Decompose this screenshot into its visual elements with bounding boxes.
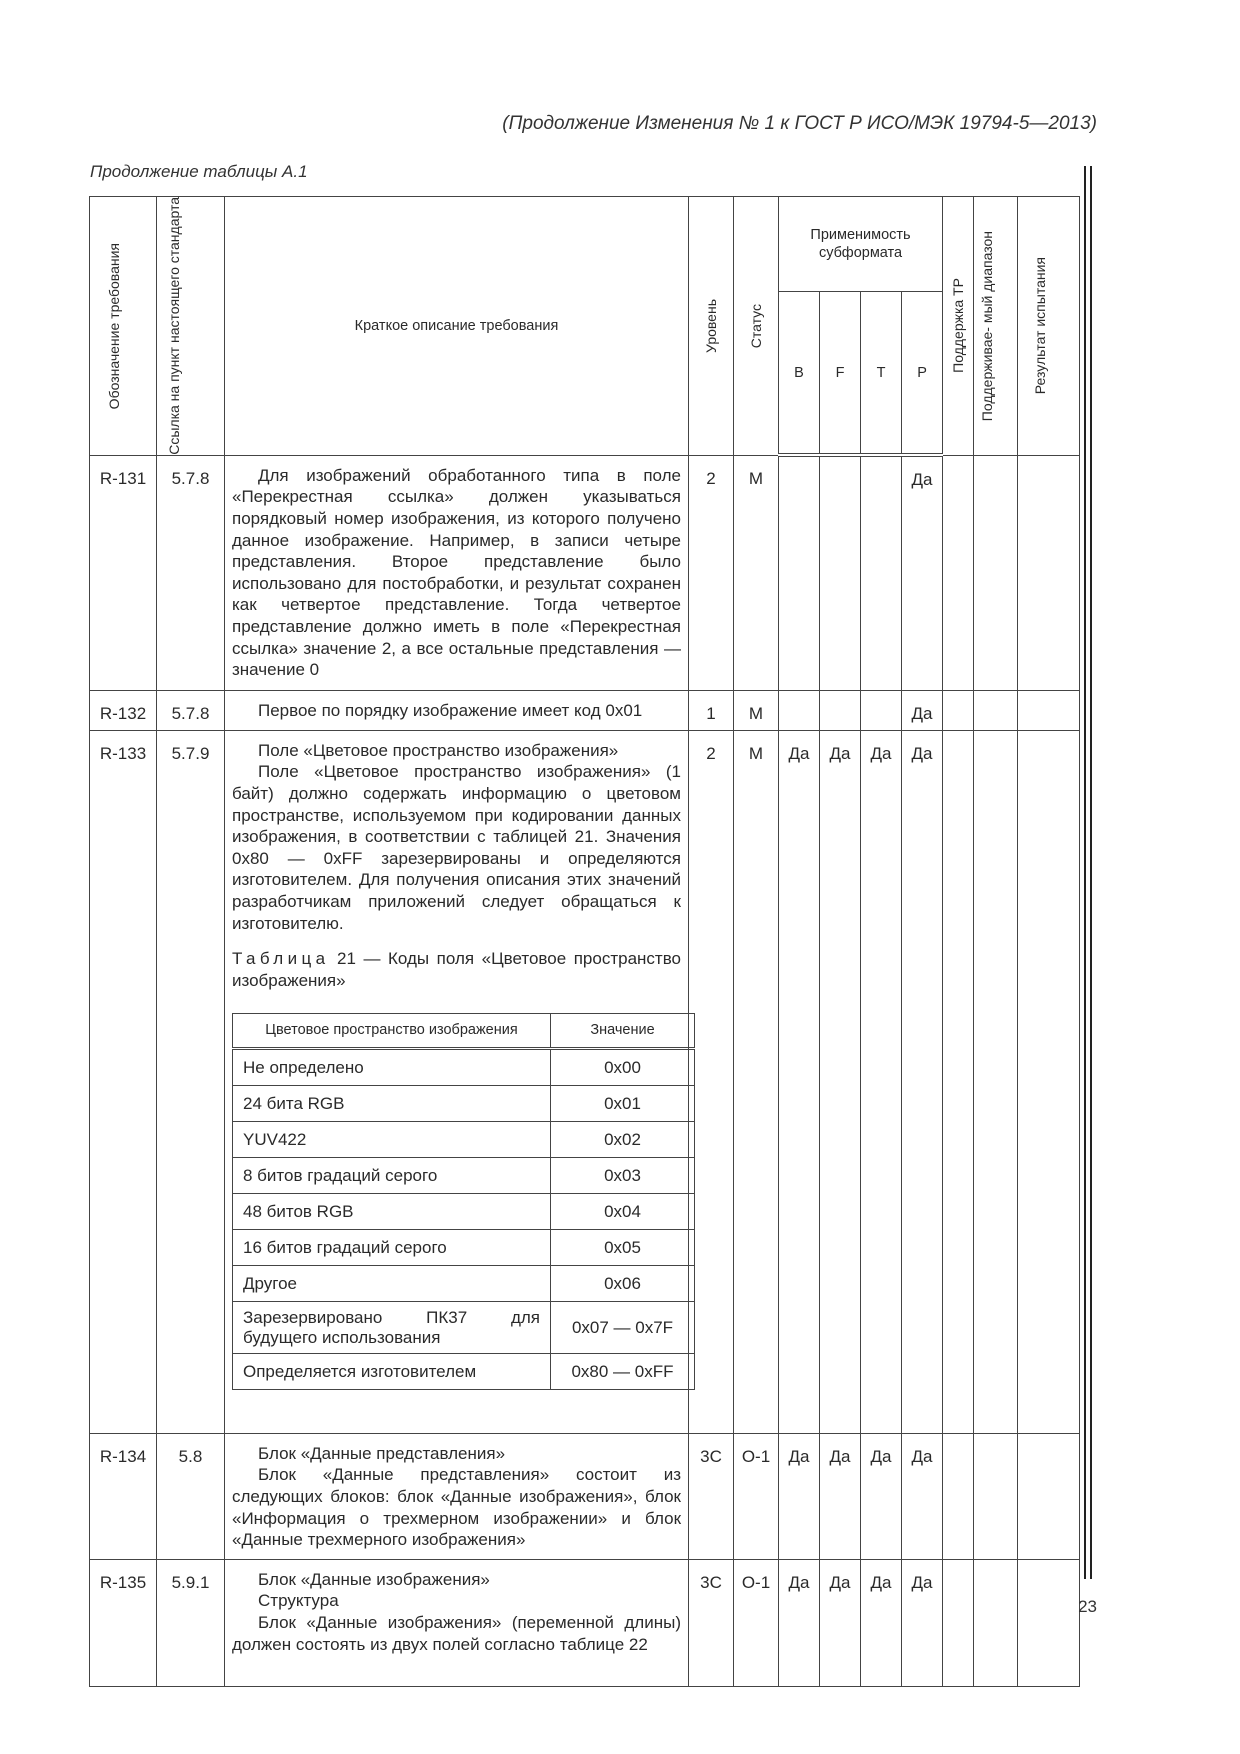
row-f: Да — [820, 730, 861, 1433]
row-status: M — [734, 730, 779, 1433]
row-level: 3C — [689, 1433, 734, 1559]
row-p: Да — [902, 455, 943, 690]
row-ref: 5.8 — [157, 1433, 225, 1559]
row-status: M — [734, 690, 779, 730]
row-id: R-131 — [90, 455, 157, 690]
row-p: Да — [902, 1559, 943, 1686]
header-description: Краткое описание требования — [225, 197, 689, 456]
list-item: Не определено 0x00 — [233, 1049, 695, 1086]
row-ref: 5.7.8 — [157, 690, 225, 730]
header-supported-range: Поддерживае- мый диапазон — [974, 197, 1018, 456]
color-space-table — [232, 1013, 695, 1390]
row-level: 3C — [689, 1559, 734, 1686]
row-status: O-1 — [734, 1433, 779, 1559]
row-ref: 5.7.8 — [157, 455, 225, 690]
list-item: Другое 0x06 — [233, 1266, 695, 1302]
row-description: Для изображений обработанного типа в поле «Перекрестная ссылка» должен указываться порядковый номер изображения, из которого получено данное изображение. Например, в записи четыре представления. Второе представление было использовано для постобработки, и результат сохранен как четвертое представление. Тогда четвертое представление должно иметь в поле «Перекрестная ссылка» значение 2, а все остальные представления — значение 0 — [225, 455, 689, 690]
running-head: (Продолжение Изменения № 1 к ГОСТ Р ИСО/МЭК 19794-5—2013) — [502, 113, 1097, 134]
header-subformat-p: P — [902, 292, 943, 455]
row-status: O-1 — [734, 1559, 779, 1686]
row-p: Да — [902, 1433, 943, 1559]
row-description: Блок «Данные изображения» Структура Блок «Данные изображения» (переменной длины) должен состоять из двух полей согласно таблице 22 — [225, 1559, 689, 1686]
table-title: 21 — Коды поля «Цветовое пространство изображения» — [232, 949, 681, 990]
row-t: Да — [861, 1433, 902, 1559]
row-level: 2 — [689, 730, 734, 1433]
header-reference: Ссылка на пункт настоящего стандарта — [157, 197, 225, 456]
header-designation: Обозначение требования — [90, 197, 157, 456]
header-support-tr: Поддержка ТР — [943, 197, 974, 456]
row-f: Да — [820, 1559, 861, 1686]
requirements-table — [89, 196, 1080, 1687]
list-item: 24 бита RGB 0x01 — [233, 1086, 695, 1122]
row-t — [861, 690, 902, 730]
row-p: Да — [902, 690, 943, 730]
row-level: 2 — [689, 455, 734, 690]
page-number: 23 — [1078, 1597, 1097, 1616]
header-subformat-t: T — [861, 292, 902, 455]
header-level: Уровень — [689, 197, 734, 456]
row-description: Первое по порядку изображение имеет код 0x01 — [225, 690, 689, 730]
list-item: 16 битов градаций серого 0x05 — [233, 1230, 695, 1266]
revision-bar — [1084, 166, 1086, 1579]
table-row — [90, 1433, 1080, 1559]
row-f — [820, 455, 861, 690]
table-continuation-label: Продолжение таблицы А.1 — [90, 162, 308, 181]
table-row — [90, 730, 1080, 1433]
header-applicability: Применимость субформата — [779, 197, 943, 292]
list-item: 8 битов градаций серого 0x03 — [233, 1158, 695, 1194]
row-p: Да — [902, 730, 943, 1433]
row-f: Да — [820, 1433, 861, 1559]
sub-header-space: Цветовое пространство изображения — [233, 1014, 551, 1049]
table-row — [90, 1559, 1080, 1686]
list-item: 48 битов RGB 0x04 — [233, 1194, 695, 1230]
row-b: Да — [779, 730, 820, 1433]
row-ref: 5.9.1 — [157, 1559, 225, 1686]
revision-bar — [1090, 166, 1092, 1579]
table-row — [90, 455, 1080, 690]
row-ref: 5.7.9 — [157, 730, 225, 1433]
row-t: Да — [861, 730, 902, 1433]
row-b — [779, 690, 820, 730]
header-test-result: Результат испытания — [1018, 197, 1080, 456]
row-description: Поле «Цветовое пространство изображения» Поле «Цветовое пространство изображения» (1 байт) должно содержать информацию о цветовом пространстве, используемом при кодировании данных изображения, в соответствии с таблицей 21. Значения 0x80 — 0xFF зарезервированы и определяются изготовителем. Для получения описания этих значений разработчикам приложений следует обращаться к изготовителю. Таблица 21 — Коды поля «Цветовое пространство изображения» Цветовое пространство изображения Значение Не определено 0x00 24 бита RGB 0x01 YUV422 0x02 8 битов градаций серого 0x03 48 битов RGB 0x04 16 битов градаций серого 0x05 Другое 0x06 Зарезервировано ПК37 для будущего использования 0x07 — 0x7F Определяется изготовителем 0x80 — 0xFF — [225, 730, 689, 1433]
table-row — [90, 690, 1080, 730]
row-t — [861, 455, 902, 690]
row-b: Да — [779, 1433, 820, 1559]
header-subformat-b: B — [779, 292, 820, 455]
list-item: Определяется изготовителем 0x80 — 0xFF — [233, 1354, 695, 1390]
row-description: Блок «Данные представления» Блок «Данные представления» состоит из следующих блоков: блок «Данные изображения», блок «Информация о трехмерном изображении» и блок «Данные трехмерного изображения» — [225, 1433, 689, 1559]
list-item: YUV422 0x02 — [233, 1122, 695, 1158]
row-id: R-132 — [90, 690, 157, 730]
list-item: Зарезервировано ПК37 для будущего использования 0x07 — 0x7F — [233, 1302, 695, 1354]
row-t: Да — [861, 1559, 902, 1686]
row-id: R-134 — [90, 1433, 157, 1559]
table-label: Таблица — [232, 949, 330, 969]
header-subformat-f: F — [820, 292, 861, 455]
row-level: 1 — [689, 690, 734, 730]
row-status: M — [734, 455, 779, 690]
row-b: Да — [779, 1559, 820, 1686]
sub-header-value: Значение — [551, 1014, 695, 1049]
row-f — [820, 690, 861, 730]
row-b — [779, 455, 820, 690]
header-status: Статус — [734, 197, 779, 456]
row-id: R-135 — [90, 1559, 157, 1686]
row-id: R-133 — [90, 730, 157, 1433]
